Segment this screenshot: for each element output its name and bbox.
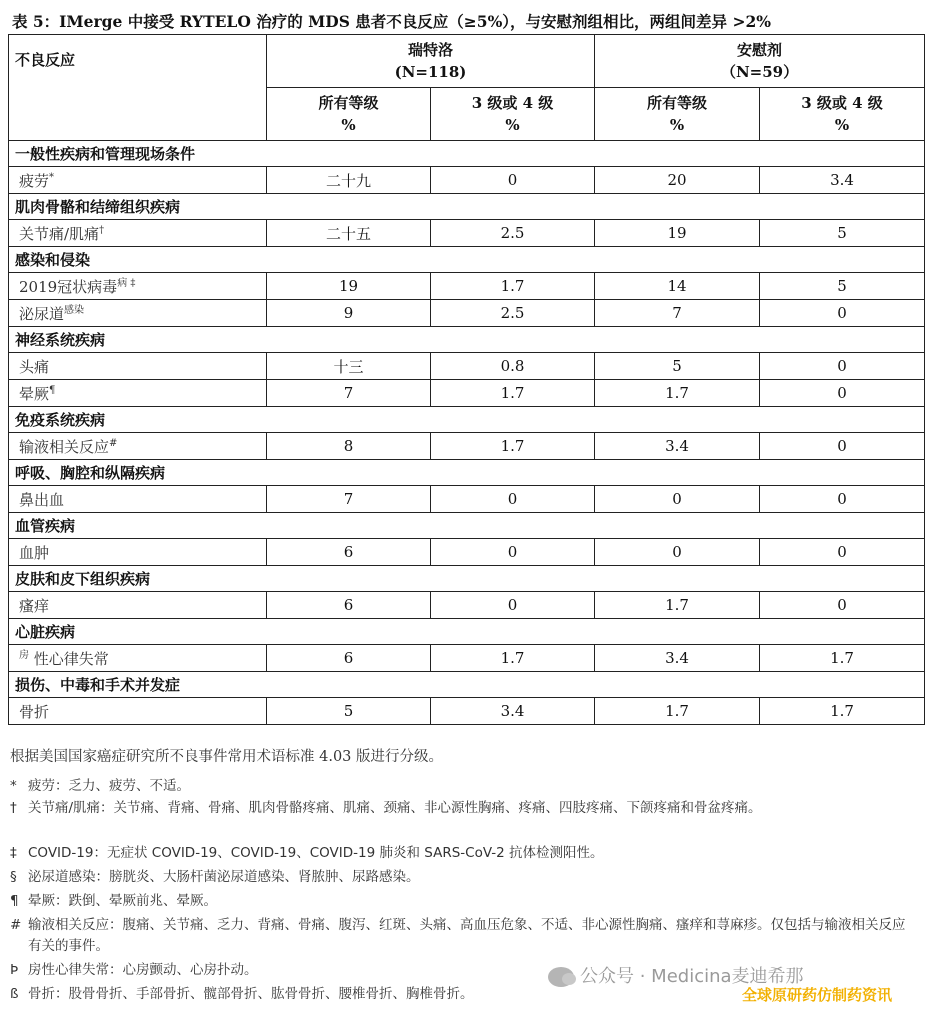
footnote-symbol: Þ — [10, 962, 19, 978]
footnote-marker: # — [109, 437, 118, 449]
footnote-symbol: § — [10, 869, 17, 885]
value-cell: 8 — [267, 433, 431, 460]
term-prefix: 房 — [19, 649, 29, 661]
value-cell: 9 — [267, 300, 431, 327]
adverse-reaction-term — [9, 167, 267, 194]
term-label: 输液相关反应 — [19, 437, 110, 456]
category-name: 免疫系统疾病 — [9, 407, 925, 433]
category-row — [9, 566, 925, 592]
footnote-text: 输液相关反应：腹痛、关节痛、乏力、背痛、骨痛、腹泻、红斑、头痛、高血压危象、不适、非心源性胸痛、瘙痒和荨麻疹。仅包括与输液相关反应有关的事件。 — [28, 917, 906, 954]
adverse-reaction-term — [9, 539, 267, 566]
value-cell: 5 — [760, 220, 925, 247]
category-name: 一般性疾病和管理现场条件 — [9, 141, 925, 167]
table-row — [9, 539, 925, 566]
footnote-symbol: † — [10, 800, 17, 816]
footnote — [10, 891, 915, 912]
term-label: 瘙痒 — [19, 596, 50, 615]
adverse-reaction-term — [9, 698, 267, 725]
adverse-reaction-term — [9, 380, 267, 407]
footnote — [10, 867, 915, 888]
grading-note: 根据美国国家癌症研究所不良事件常用术语标准 4.03 版进行分级。 — [10, 749, 444, 765]
term-label: 头痛 — [19, 357, 50, 376]
term-label: 关节痛/肌痛 — [19, 224, 100, 243]
category-name: 血管疾病 — [9, 513, 925, 539]
group-name: 瑞特洛 — [408, 41, 454, 59]
category-row — [9, 619, 925, 645]
group-n: (N=118) — [394, 63, 467, 81]
term-label: 2019冠状病毒 — [19, 277, 118, 296]
table-row — [9, 273, 925, 300]
term-label: 骨折 — [19, 702, 50, 721]
adverse-reaction-term — [9, 433, 267, 460]
adverse-reaction-term — [9, 300, 267, 327]
footnote — [10, 776, 915, 797]
adverse-reaction-term — [9, 273, 267, 300]
value-cell: 5 — [267, 698, 431, 725]
value-cell: 1.7 — [431, 433, 595, 460]
table-row — [9, 433, 925, 460]
category-name: 皮肤和皮下组织疾病 — [9, 566, 925, 592]
group-header-rytelo — [267, 35, 595, 88]
adverse-reaction-term — [9, 645, 267, 672]
term-label: 鼻出血 — [19, 490, 65, 509]
value-cell: 7 — [595, 300, 760, 327]
footnote-text: 泌尿道感染：膀胱炎、大肠杆菌泌尿道感染、肾脓肿、尿路感染。 — [28, 869, 420, 885]
value-cell: 十三 — [267, 353, 431, 380]
category-name: 损伤、中毒和手术并发症 — [9, 672, 925, 698]
value-cell: 1.7 — [595, 380, 760, 407]
value-cell: 二十五 — [267, 220, 431, 247]
footnote-text: 骨折：股骨骨折、手部骨折、髋部骨折、肱骨骨折、腰椎骨折、胸椎骨折。 — [28, 986, 474, 1002]
value-cell: 6 — [267, 645, 431, 672]
sub-header-grade-3-4: 3 级或 4 级 % — [760, 88, 925, 141]
category-row — [9, 141, 925, 167]
term-label: 血肿 — [19, 543, 50, 562]
value-cell: 0 — [595, 486, 760, 513]
category-name: 心脏疾病 — [9, 619, 925, 645]
adverse-reaction-term — [9, 353, 267, 380]
term-label: 性心律失常 — [33, 649, 109, 668]
col-header-adverse-reaction: 不良反应 — [9, 35, 267, 141]
footnote-symbol: ß — [10, 986, 19, 1002]
table-row — [9, 220, 925, 247]
value-cell: 0.8 — [431, 353, 595, 380]
group-n: （N=59） — [720, 63, 799, 81]
value-cell: 0 — [760, 592, 925, 619]
category-row — [9, 194, 925, 220]
table-row — [9, 300, 925, 327]
footnote-symbol: # — [10, 917, 22, 933]
footnote-marker: 感染 — [64, 304, 85, 316]
value-cell: 19 — [595, 220, 760, 247]
value-cell: 0 — [431, 486, 595, 513]
table-row — [9, 592, 925, 619]
value-cell: 6 — [267, 592, 431, 619]
value-cell: 0 — [760, 380, 925, 407]
table-row — [9, 486, 925, 513]
footnote-marker: ¶ — [49, 384, 56, 396]
footnote-text: 房性心律失常：心房颤动、心房扑动。 — [28, 962, 258, 978]
table-row — [9, 645, 925, 672]
value-cell: 3.4 — [760, 167, 925, 194]
value-cell: 0 — [760, 486, 925, 513]
category-row — [9, 247, 925, 273]
value-cell: 7 — [267, 380, 431, 407]
category-row — [9, 407, 925, 433]
category-name: 神经系统疾病 — [9, 327, 925, 353]
group-header-placebo — [595, 35, 925, 88]
value-cell: 1.7 — [760, 645, 925, 672]
table-row — [9, 353, 925, 380]
value-cell: 1.7 — [595, 592, 760, 619]
category-row — [9, 672, 925, 698]
footnote — [10, 843, 915, 864]
value-cell: 3.4 — [595, 433, 760, 460]
footnote-marker: † — [99, 224, 105, 236]
category-name: 感染和侵染 — [9, 247, 925, 273]
value-cell: 19 — [267, 273, 431, 300]
sub-header-all-grades: 所有等级 % — [267, 88, 431, 141]
value-cell: 1.7 — [431, 380, 595, 407]
category-row — [9, 327, 925, 353]
footnote-marker: * — [49, 171, 55, 183]
value-cell: 0 — [760, 300, 925, 327]
value-cell: 0 — [431, 167, 595, 194]
value-cell: 20 — [595, 167, 760, 194]
adverse-reaction-term — [9, 486, 267, 513]
table-title: 表 5：IMerge 中接受 RYTELO 治疗的 MDS 患者不良反应（≥5%），与安慰剂组相比，两组间差异 >2% — [12, 12, 771, 31]
table-row — [9, 167, 925, 194]
footnote-marker: 病 ‡ — [117, 277, 136, 289]
category-name: 肌肉骨骼和结缔组织疾病 — [9, 194, 925, 220]
brand-label: 全球原研药仿制药资讯 — [742, 986, 893, 1004]
table-row — [9, 380, 925, 407]
sub-header-grade-3-4: 3 级或 4 级 % — [431, 88, 595, 141]
category-row — [9, 460, 925, 486]
value-cell: 二十九 — [267, 167, 431, 194]
footnote-text: COVID-19：无症状 COVID-19、COVID-19、COVID-19 肺炎和 SARS-CoV-2 抗体检测阳性。 — [28, 845, 604, 861]
adverse-reaction-term — [9, 592, 267, 619]
value-cell: 1.7 — [431, 645, 595, 672]
sub-header-all-grades: 所有等级 % — [595, 88, 760, 141]
value-cell: 1.7 — [431, 273, 595, 300]
watermark: 公众号 · Medicina麦迪希那 — [548, 962, 804, 988]
value-cell: 0 — [431, 592, 595, 619]
value-cell: 0 — [760, 433, 925, 460]
value-cell: 1.7 — [760, 698, 925, 725]
category-name: 呼吸、胸腔和纵隔疾病 — [9, 460, 925, 486]
footnote-symbol: ¶ — [10, 893, 19, 909]
value-cell: 2.5 — [431, 220, 595, 247]
value-cell: 0 — [431, 539, 595, 566]
value-cell: 3.4 — [595, 645, 760, 672]
footnote-text: 疲劳：乏力、疲劳、不适。 — [28, 778, 190, 794]
adverse-reaction-term — [9, 220, 267, 247]
term-label: 晕厥 — [19, 384, 50, 403]
value-cell: 2.5 — [431, 300, 595, 327]
value-cell: 7 — [267, 486, 431, 513]
footnote-text: 关节痛/肌痛：关节痛、背痛、骨痛、肌肉骨骼疼痛、肌痛、颈痛、非心源性胸痛、疼痛、四肢疼痛、下颌疼痛和骨盆疼痛。 — [28, 800, 762, 816]
category-row — [9, 513, 925, 539]
wechat-icon — [548, 967, 574, 987]
footnote-symbol: ‡ — [10, 845, 17, 861]
value-cell: 0 — [760, 353, 925, 380]
footnote — [10, 915, 915, 957]
value-cell: 5 — [760, 273, 925, 300]
value-cell: 0 — [760, 539, 925, 566]
footnote-text: 晕厥：跌倒、晕厥前兆、晕厥。 — [28, 893, 217, 909]
value-cell: 3.4 — [431, 698, 595, 725]
group-name: 安慰剂 — [737, 41, 783, 59]
value-cell: 1.7 — [595, 698, 760, 725]
footnote — [10, 798, 915, 819]
term-label: 疲劳 — [19, 171, 50, 190]
term-label: 泌尿道 — [19, 304, 65, 323]
value-cell: 6 — [267, 539, 431, 566]
table-row — [9, 698, 925, 725]
value-cell: 0 — [595, 539, 760, 566]
footnote-symbol: * — [10, 778, 17, 794]
value-cell: 14 — [595, 273, 760, 300]
adverse-reactions-table — [8, 34, 925, 725]
value-cell: 5 — [595, 353, 760, 380]
